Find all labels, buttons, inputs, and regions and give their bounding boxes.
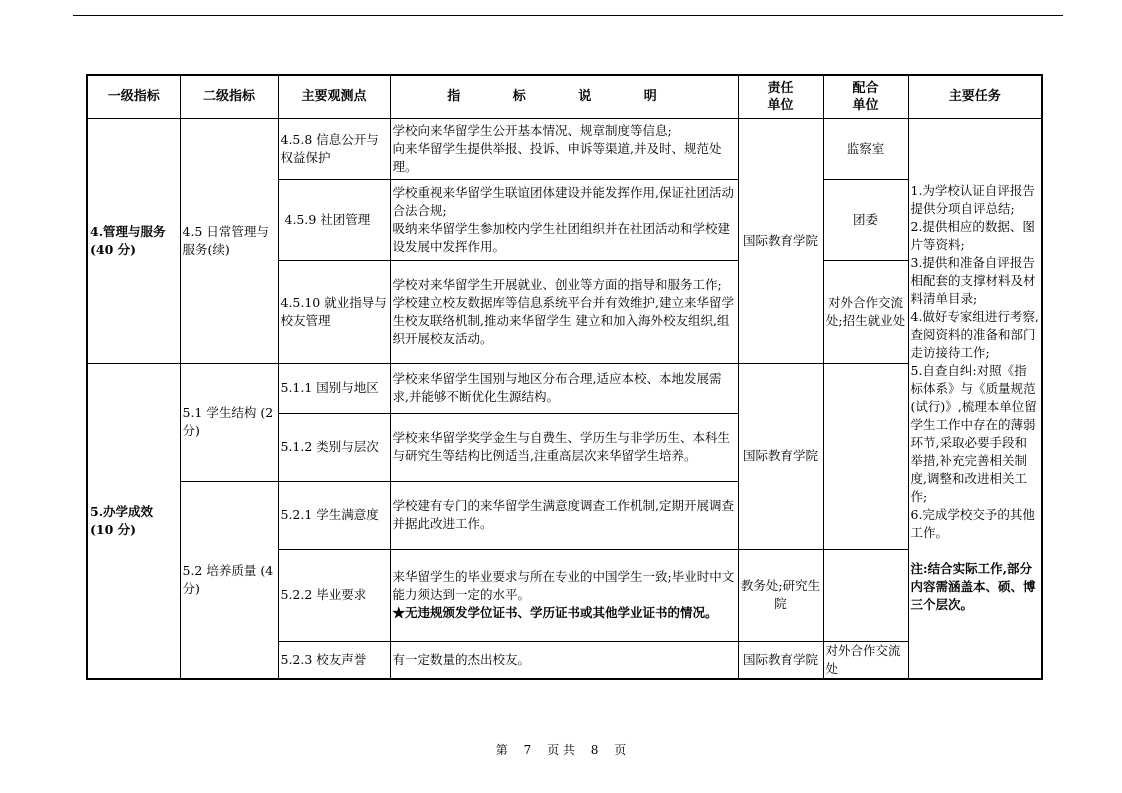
point-4-5-8: 4.5.8 信息公开与权益保护: [278, 118, 390, 179]
description-5-2-2: 来华留学生的毕业要求与所在专业的中国学生一致;毕业时中文能力须达到一定的水平。 ★无违规颁发学位证书、学历证书或其他学业证书的情况。: [390, 549, 738, 641]
point-5-1-1: 5.1.1 国别与地区: [278, 363, 390, 413]
coop-5-2-3: 对外合作交流处: [823, 641, 908, 679]
coop-4-5-10: 对外合作交流处;招生就业处: [823, 260, 908, 363]
point-4-5-10: 4.5.10 就业指导与校友管理: [278, 260, 390, 363]
page-label-post: 页: [614, 743, 627, 757]
col-header-observation: 主要观测点: [278, 75, 390, 118]
page-footer: [0, 741, 1122, 758]
description-5-2-3: 有一定数量的杰出校友。: [390, 641, 738, 679]
coop-empty-1: [823, 363, 908, 549]
level1-cell-outcomes: 5.办学成效 (10 分): [87, 363, 180, 679]
coop-4-5-8: 监察室: [823, 118, 908, 179]
responsible-cell-2: 国际教育学院: [738, 363, 823, 549]
point-5-1-2: 5.1.2 类别与层次: [278, 413, 390, 481]
description-5-2-1: 学校建有专门的来华留学生满意度调查工作机制,定期开展调查并据此改进工作。: [390, 481, 738, 549]
col-header-cooperate: 配合 单位: [823, 75, 908, 118]
task-note: 注:结合实际工作,部分内容需涵盖本、硕、博三个层次。: [910, 561, 1036, 612]
responsible-cell-1: 国际教育学院: [738, 118, 823, 363]
point-5-2-3: 5.2.3 校友声誉: [278, 641, 390, 679]
header-rule: [73, 15, 1063, 16]
col-header-responsible: 责任 单位: [738, 75, 823, 118]
page-label-pre: 第: [495, 743, 508, 757]
point-4-5-9: 4.5.9 社团管理: [278, 179, 390, 260]
task-item: 5.自查自纠:对照《指标体系》与《质量规范(试行)》,梳理本单位留学生工作中存在的薄弱环节,采取必要手段和举措,补充完善相关制度,调整和改进相关工作;: [910, 363, 1037, 504]
responsible-cell-3: 教务处;研究生院: [738, 549, 823, 641]
col-header-level1: 一级指标: [87, 75, 180, 118]
description-4-5-9: 学校重视来华留学生联谊团体建设并能发挥作用,保证社团活动合法合规; 吸纳来华留学生参加校内学生社团组织并在社团活动和学校建设发展中发挥作用。: [390, 179, 738, 260]
col-header-tasks: 主要任务: [908, 75, 1042, 118]
description-4-5-8: 学校向来华留学生公开基本情况、规章制度等信息; 向来华留学生提供举报、投诉、申诉等渠道,并及时、规范处理。: [390, 118, 738, 179]
page-label-mid: 页 共: [547, 743, 575, 757]
main-tasks-cell: [908, 118, 1042, 679]
task-item: 4.做好专家组进行考察,查阅资料的准备和部门走访接待工作;: [910, 309, 1039, 360]
col-header-description: 指 标 说 明: [390, 75, 738, 118]
coop-4-5-9: 团委: [823, 179, 908, 260]
task-item: 3.提供和准备自评报告相配套的支撑材料及材料清单目录;: [910, 255, 1036, 306]
table-row: [87, 118, 1042, 179]
description-4-5-10: 学校对来华留学生开展就业、创业等方面的指导和服务工作; 学校建立校友数据库等信息系统平台并有效维护,建立来华留学生校友联络机制,推动来华留学生 建立和加入海外校友组织,组织开展校友活动。: [390, 260, 738, 363]
indicator-table: [86, 74, 1043, 680]
task-item: 2.提供相应的数据、图片等资料;: [910, 219, 1035, 252]
table-row: [87, 363, 1042, 413]
level2-cell-daily-management: 4.5 日常管理与服务(续): [180, 118, 278, 363]
coop-empty-2: [823, 549, 908, 641]
col-header-level2: 二级指标: [180, 75, 278, 118]
level2-cell-student-structure: 5.1 学生结构 (2分): [180, 363, 278, 481]
task-item: 1.为学校认证自评报告提供分项自评总结;: [910, 183, 1035, 216]
description-5-1-1: 学校来华留学生国别与地区分布合理,适应本校、本地发展需求,并能够不断优化生源结构。: [390, 363, 738, 413]
level1-cell-management: 4.管理与服务 (40 分): [87, 118, 180, 363]
responsible-cell-4: 国际教育学院: [738, 641, 823, 679]
page-total: 8: [590, 743, 599, 757]
level2-cell-training-quality: 5.2 培养质量 (4分): [180, 481, 278, 679]
point-5-2-2: 5.2.2 毕业要求: [278, 549, 390, 641]
table-header-row: [87, 75, 1042, 118]
page-number: 7: [523, 743, 532, 757]
task-item: 6.完成学校交予的其他工作。: [910, 507, 1035, 540]
point-5-2-1: 5.2.1 学生满意度: [278, 481, 390, 549]
description-5-1-2: 学校来华留学奖学金生与自费生、学历生与非学历生、本科生与研究生等结构比例适当,注重高层次来华留学生培养。: [390, 413, 738, 481]
